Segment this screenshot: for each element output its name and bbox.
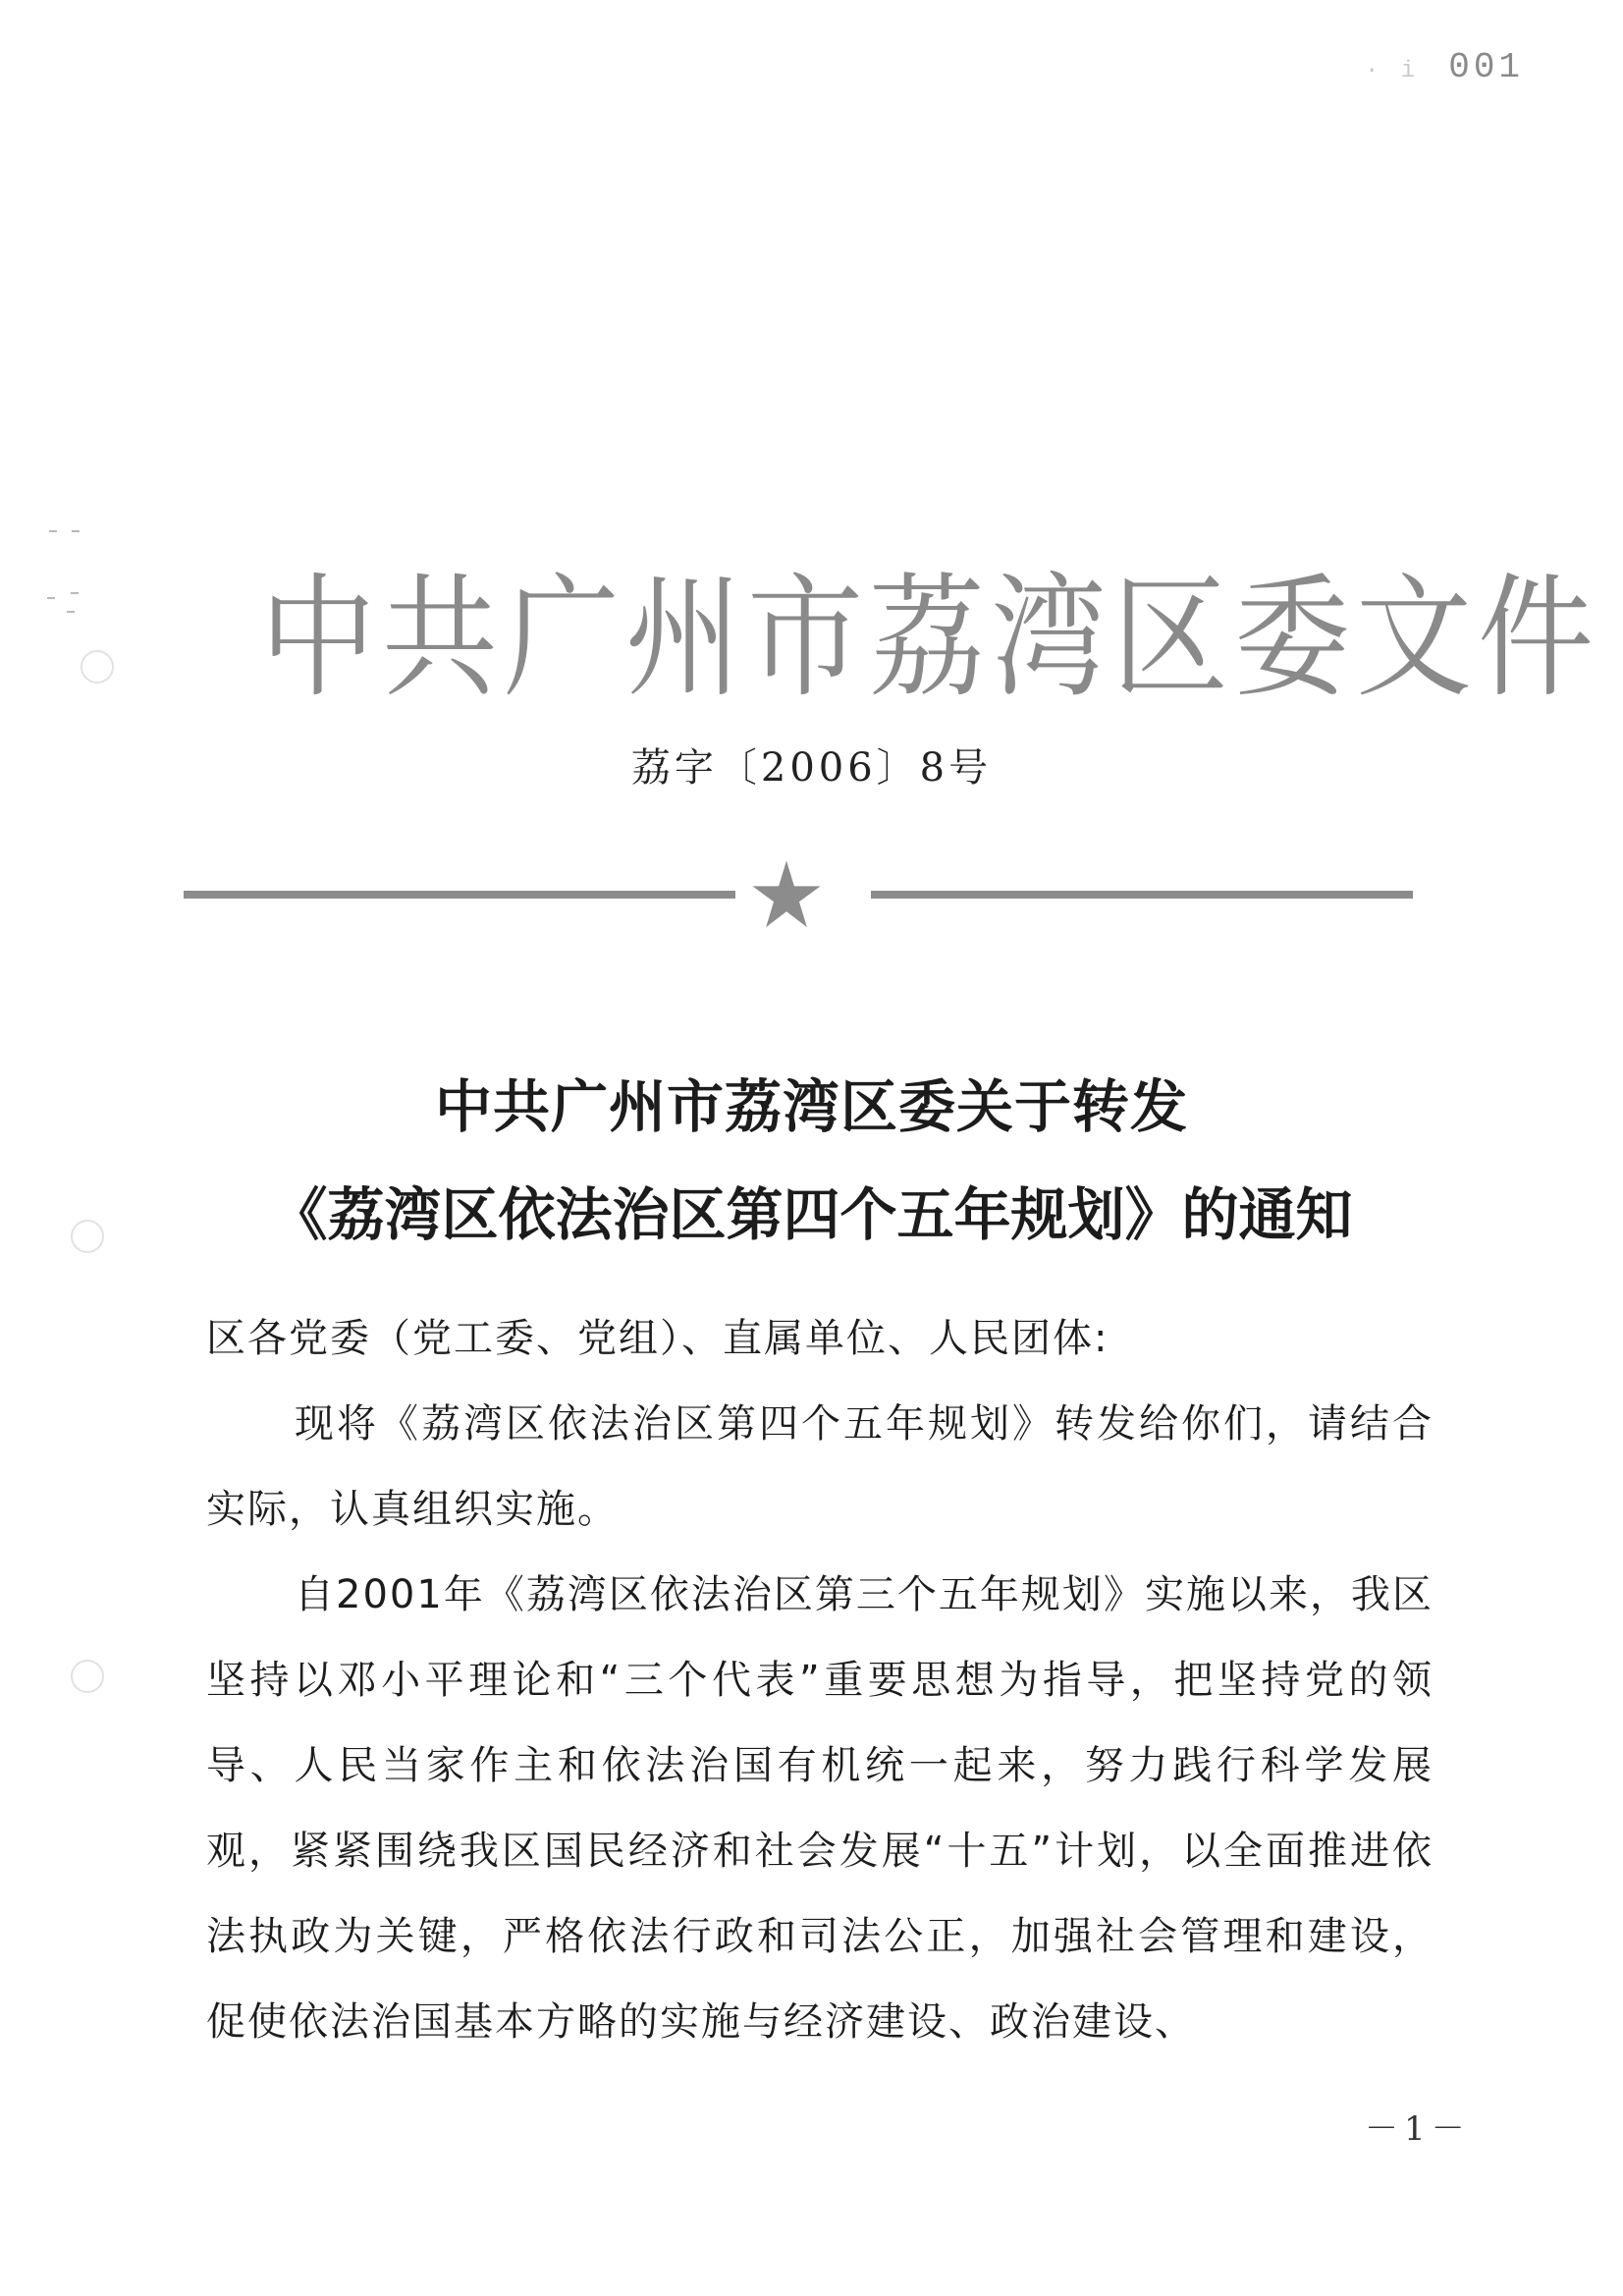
scan-speck <box>67 611 75 613</box>
scan-speck <box>47 597 55 599</box>
body-paragraph: 自2001年《荔湾区依法治区第三个五年规划》实施以来，我区坚持以邓小平理论和“三个代表”重要思想为指导，把坚持党的领导、人民当家作主和依法治国有机统一起来，努力践行科学发展观，紧紧围绕我区国民经济和社会发展“十五”计划，以全面推进依法执政为关键，严格依法行政和司法公正，加强社会管理和建设，促使依法治国基本方略的实施与经济建设、政治建设、 <box>206 1572 1434 2045</box>
divider-line-right <box>871 891 1413 899</box>
document-title-line2: 《荔湾区依法治区第四个五年规划》的通知 <box>270 1181 1353 1248</box>
divider-line-left <box>184 891 735 899</box>
star-icon <box>751 859 822 930</box>
page-number: －1－ <box>1365 2109 1471 2149</box>
document-body <box>206 1296 1434 2065</box>
binding-hole <box>71 1660 104 1693</box>
scan-speck <box>71 592 79 594</box>
archive-stamp <box>1365 47 1524 87</box>
binding-hole <box>81 650 114 683</box>
document-number: 荔字〔2006〕8号 <box>630 745 993 791</box>
header-divider <box>184 879 1411 918</box>
scan-speck <box>49 530 57 532</box>
body-paragraph: 现将《荔湾区依法治区第四个五年规划》转发给你们，请结合实际，认真组织实施。 <box>206 1401 1434 1532</box>
archive-stamp-faint: · i <box>1365 58 1420 84</box>
document-title-line1: 中共广州市荔湾区委关于转发 <box>434 1073 1188 1140</box>
issuer-title: 中共广州市荔湾区委文件 <box>260 559 1600 716</box>
scan-speck <box>72 530 80 532</box>
archive-stamp-number: 001 <box>1448 47 1525 87</box>
salutation: 区各党委（党工委、党组）、直属单位、人民团体: <box>206 1316 1109 1361</box>
